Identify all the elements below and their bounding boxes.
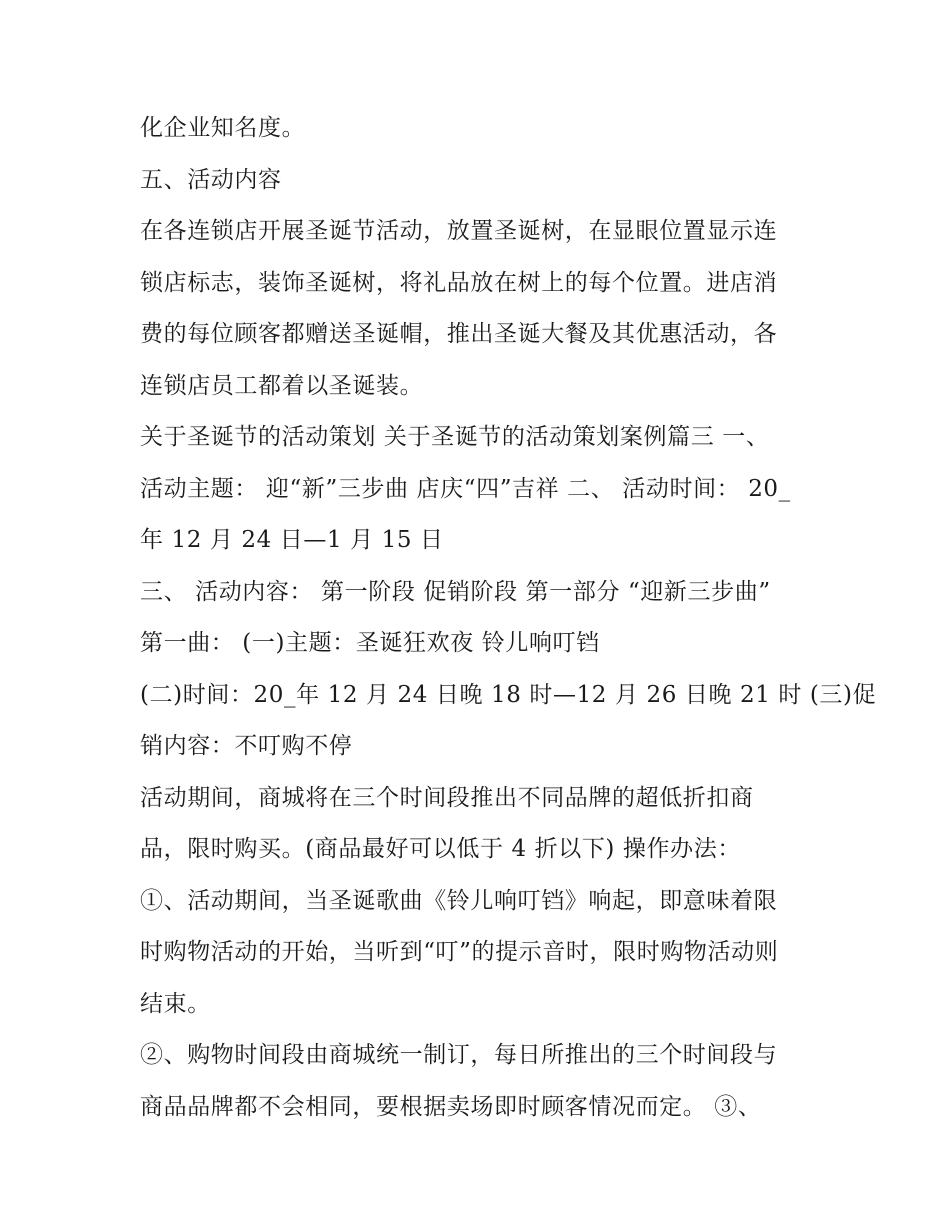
- text-line: 结束。: [140, 990, 211, 1017]
- text-line: 连锁店员工都着以圣诞装。: [140, 372, 424, 399]
- text-line: 时购物活动的开始，当听到“叮”的提示音时，限时购物活动则: [140, 939, 779, 965]
- text-line: 销内容：不叮购不停: [140, 733, 353, 759]
- document-body: [140, 108, 877, 1138]
- text-line: 商品品牌都不会相同，要根据卖场即时顾客情况而定。 ③、: [140, 1093, 762, 1120]
- text-line: 锁店标志，装饰圣诞树，将礼品放在树上的每个位置。进店消: [140, 269, 778, 296]
- text-line: 在各连锁店开展圣诞节活动，放置圣诞树，在显眼位置显示连: [140, 218, 778, 244]
- text-line: 品，限时购买。(商品最好可以低于 4 折以下) 操作办法：: [140, 836, 741, 862]
- text-line: ①、活动期间，当圣诞歌曲《铃儿响叮铛》响起，即意味着限: [140, 887, 778, 914]
- text-line: 关于圣诞节的活动策划 关于圣诞节的活动策划案例篇三 一、: [140, 424, 770, 450]
- text-line: (二)时间：20_年 12 月 24 日晚 18 时—12 月 26 日晚 21 时 (三)促: [140, 681, 877, 708]
- text-line: 费的每位顾客都赠送圣诞帽，推出圣诞大餐及其优惠活动，各: [140, 321, 778, 347]
- text-line: ②、购物时间段由商城统一制订，每日所推出的三个时间段与: [140, 1042, 778, 1068]
- text-line: 第一曲： (一)主题：圣诞狂欢夜 铃儿响叮铛: [140, 630, 600, 656]
- text-line: 活动期间，商城将在三个时间段推出不同品牌的超低折扣商: [140, 784, 754, 811]
- text-line: 化企业知名度。: [140, 115, 306, 141]
- text-line: 年 12 月 24 日—1 月 15 日: [140, 527, 444, 553]
- text-line: 三、 活动内容： 第一阶段 促销阶段 第一部分 “迎新三步曲”: [140, 578, 771, 605]
- section-heading: 五、活动内容: [140, 166, 282, 193]
- text-line: 活动主题： 迎“新”三步曲 店庆“四”吉祥 二、 活动时间： 20_: [140, 475, 791, 502]
